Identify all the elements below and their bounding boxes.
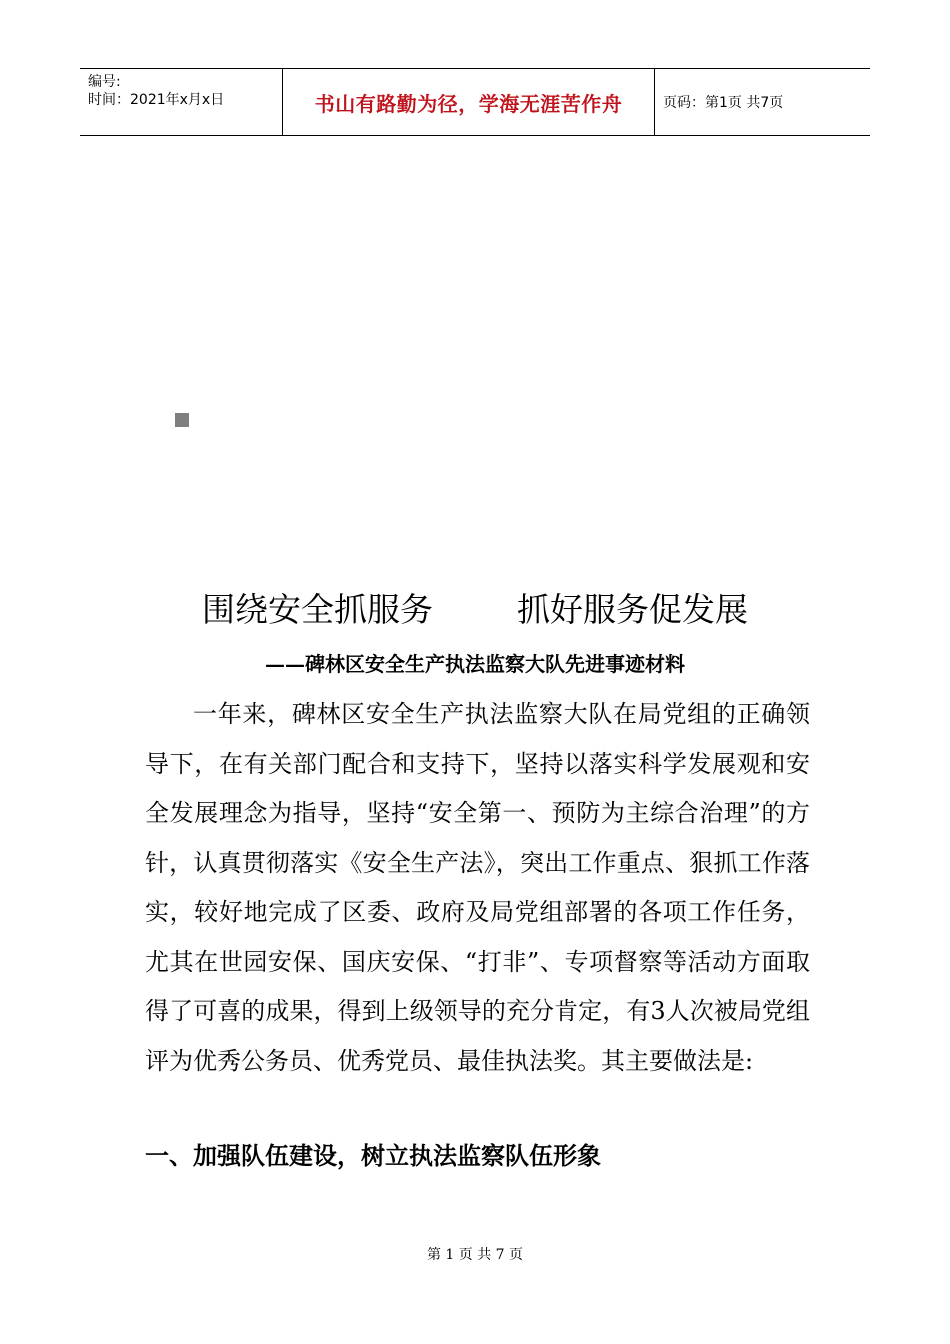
document-header <box>80 68 870 136</box>
number-label: 编号: <box>88 74 121 90</box>
page-footer: 第 1 页 共 7 页 <box>426 1247 524 1263</box>
header-motto: 书山有路勤为径，学海无涯苦作舟 <box>314 91 623 116</box>
section-heading: 一、加强队伍建设，树立执法监察队伍形象 <box>145 1142 601 1170</box>
body-text <box>145 690 810 1086</box>
header-meta <box>80 69 282 135</box>
title-part-1: 围绕安全抓服务 <box>202 590 433 629</box>
title-part-2: 抓好服务促发展 <box>517 590 748 629</box>
header-page-info: 页码：第1页 共7页 <box>663 95 784 111</box>
date-label: 时间：2021年x月x日 <box>88 92 225 108</box>
header-divider <box>654 69 655 135</box>
square-bullet-icon <box>175 413 189 427</box>
document-subtitle: ——碑林区安全生产执法监察大队先进事迹材料 <box>265 652 685 676</box>
document-title <box>0 585 950 635</box>
paragraph: 一年来，碑林区安全生产执法监察大队在局党组的正确领导下，在有关部门配合和支持下，坚持以落实科学发展观和安全发展理念为指导，坚持“安全第一、预防为主综合治理”的方针，认真贯彻落实《安全生产法》，突出工作重点、狠抓工作落实，较好地完成了区委、政府及局党组部署的各项工作任务，尤其在世园安保、国庆安保、“打非”、专项督察等活动方面取得了可喜的成果，得到上级领导的充分肯定，有3人次被局党组评为优秀公务员、优秀党员、最佳执法奖。其主要做法是: <box>145 700 810 1075</box>
